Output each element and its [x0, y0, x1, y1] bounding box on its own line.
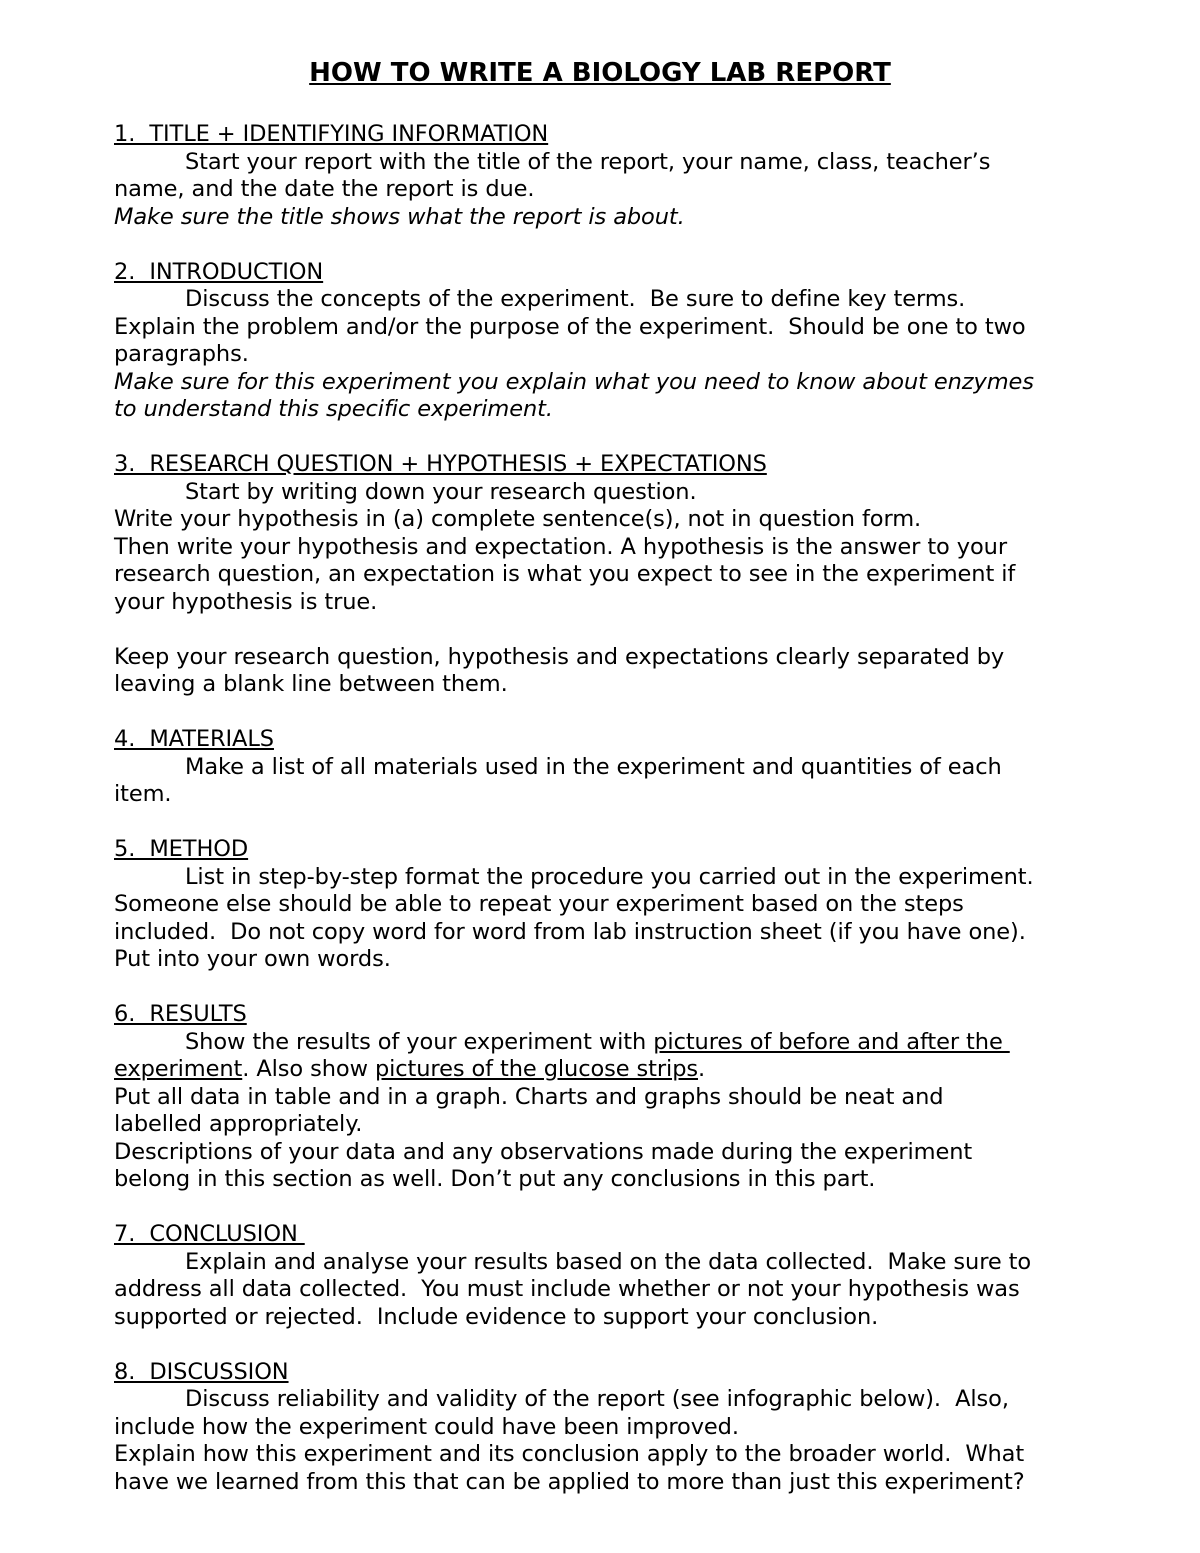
paragraph-line: include how the experiment could have been improved. — [114, 1413, 739, 1440]
text-run: . Also show — [242, 1056, 375, 1082]
blank-line — [114, 1331, 1104, 1359]
paragraph-line: labelled appropriately. — [114, 1111, 363, 1137]
paragraph-line: Put into your own words. — [114, 946, 391, 972]
paragraph-line: Start by writing down your research question. — [185, 478, 697, 505]
paragraph-line: Then write your hypothesis and expectation. A hypothesis is the answer to your — [114, 533, 1007, 560]
italic-note: Make sure the title shows what the report is about. — [114, 203, 685, 230]
document-body — [114, 121, 1104, 1496]
paragraph-line: your hypothesis is true. — [114, 588, 378, 615]
blank-line — [114, 231, 1104, 259]
page-title: HOW TO WRITE A BIOLOGY LAB REPORT — [309, 58, 891, 88]
text-run: . — [698, 1056, 706, 1082]
section-heading-discussion: 8. DISCUSSION — [114, 1358, 289, 1385]
paragraph-line: Descriptions of your data and any observations made during the experiment — [114, 1138, 973, 1165]
section-heading-materials: 4. MATERIALS — [114, 726, 274, 752]
paragraph-line: Explain the problem and/or the purpose of the experiment. Should be one to two — [114, 313, 1026, 340]
section-heading-conclusion: 7. CONCLUSION — [114, 1221, 305, 1247]
paragraph-line: Explain and analyse your results based on the data collected. Make sure to — [185, 1248, 1032, 1275]
paragraph-line: research question, an expectation is what you expect to see in the experiment if — [114, 561, 1016, 587]
paragraph-line: Put all data in table and in a graph. Charts and graphs should be neat and — [114, 1083, 944, 1110]
section-heading-research-question: 3. RESEARCH QUESTION + HYPOTHESIS + EXPECTATIONS — [114, 451, 767, 477]
paragraph-line: Explain how this experiment and its conclusion apply to the broader world. What — [114, 1441, 1025, 1467]
paragraph-line — [114, 1029, 1104, 1057]
paragraph-line: Discuss the concepts of the experiment. Be sure to define key terms. — [185, 286, 966, 312]
section-heading-method: 5. METHOD — [114, 836, 249, 862]
section-heading-results: 6. RESULTS — [114, 1001, 247, 1027]
blank-line — [114, 974, 1104, 1002]
paragraph-line: paragraphs. — [114, 341, 249, 367]
blank-line — [114, 1194, 1104, 1222]
paragraph-line: Make a list of all materials used in the experiment and quantities of each — [185, 753, 1002, 780]
blank-line — [114, 424, 1104, 452]
section-heading-introduction: 2. INTRODUCTION — [114, 258, 324, 285]
paragraph-line: included. Do not copy word for word from lab instruction sheet (if you have one). — [114, 918, 1026, 945]
paragraph-line — [114, 1056, 1104, 1084]
paragraph-line: Start your report with the title of the report, your name, class, teacher’s — [185, 148, 991, 175]
paragraph-line: Keep your research question, hypothesis and expectations clearly separated by — [114, 643, 1005, 670]
section-heading-title: 1. TITLE + IDENTIFYING INFORMATION — [114, 121, 549, 147]
paragraph-line: supported or rejected. Include evidence to support your conclusion. — [114, 1303, 879, 1330]
underlined-text: pictures of before and after the — [653, 1028, 1010, 1055]
paragraph-line: have we learned from this that can be applied to more than just this experiment? — [114, 1468, 1025, 1495]
paragraph-line: List in step-by-step format the procedure you carried out in the experiment. — [185, 863, 1034, 890]
underlined-text: experiment — [114, 1056, 243, 1082]
text-run: Show the results of your experiment with — [185, 1028, 654, 1055]
paragraph-line: name, and the date the report is due. — [114, 176, 535, 202]
underlined-text: pictures of the glucose strips — [374, 1056, 699, 1082]
paragraph-line: address all data collected. You must include whether or not your hypothesis was — [114, 1276, 1020, 1302]
blank-line — [114, 699, 1104, 727]
italic-note: Make sure for this experiment you explain what you need to know about enzymes — [114, 368, 1034, 395]
blank-line — [114, 809, 1104, 837]
paragraph-line: Write your hypothesis in (a) complete sentence(s), not in question form. — [114, 506, 922, 532]
paragraph-line: leaving a blank line between them. — [114, 671, 508, 697]
paragraph-line: Discuss reliability and validity of the report (see infographic below). Also, — [185, 1386, 1009, 1412]
italic-note: to understand this specific experiment. — [114, 396, 553, 422]
blank-line — [114, 616, 1104, 644]
paragraph-line: Someone else should be able to repeat your experiment based on the steps — [114, 891, 964, 917]
paragraph-line: belong in this section as well. Don’t put any conclusions in this part. — [114, 1166, 876, 1192]
paragraph-line: item. — [114, 781, 172, 807]
